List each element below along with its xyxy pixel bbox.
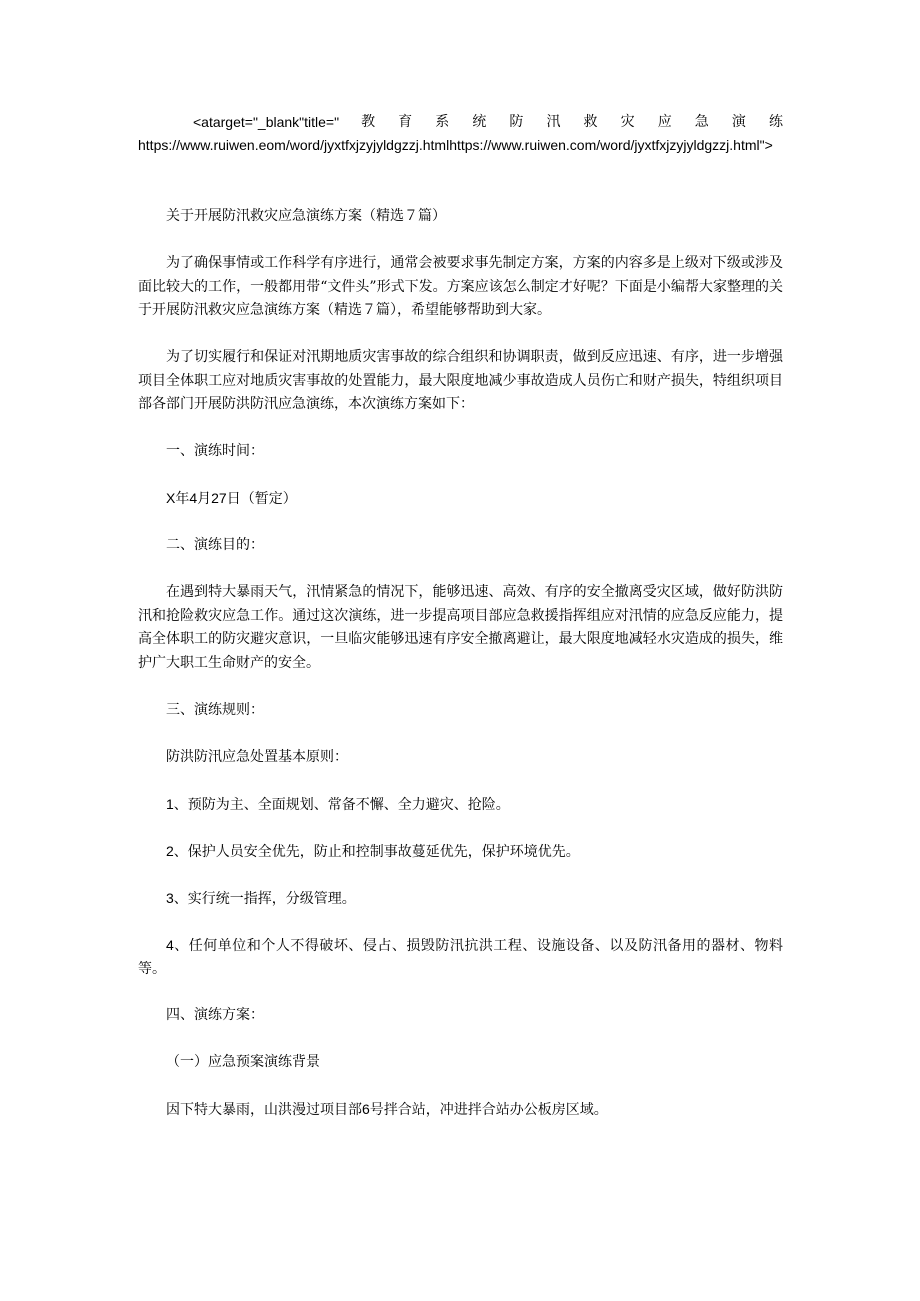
title-char: 系 (435, 114, 450, 130)
principle-item: 1、预防为主、全面规划、常备不懈、全力避灾、抢险。 (166, 795, 510, 812)
title-char: 急 (694, 114, 709, 130)
goal-paragraph: 在遇到特大暴雨天气，汛情紧急的情况下，能够迅速、高效、有序的安全撤离受灾区域，做好防洪防汛和抢险救灾应急工作。通过这次演练，进一步提高项目部应急救援指挥组应对汛情的应急反应能力，提高全体职工的防灾避灾意识，一旦临灾能够迅速有序安全撤离避让，最大限度地减轻水灾造成的损失，维护广大职工生命财产的安全。 (138, 584, 783, 671)
purpose-paragraph: 为了切实履行和保证对汛期地质灾害事故的综合组织和协调职责，做到反应迅速、有序，进一步增强项目全体职工应对地质灾害事故的处置能力，最大限度地减少事故造成人员伤亡和财产损失，特组织项目部各部门开展防洪防汛应急演练，本次演练方案如下： (138, 349, 783, 412)
title-char: 救 (583, 114, 598, 130)
html-link-fragment (138, 111, 783, 157)
intro-paragraph: 为了确保事情或工作科学有序进行，通常会被要求事先制定方案，方案的内容多是上级对下级或涉及面比较大的工作，一般都用带“文件头”形式下发。方案应该怎么制定才好呢？下面是小编帮大家整理的关于开展防汛救灾应急演练方案（精选７篇），希望能够帮助到大家。 (138, 255, 783, 318)
section-heading-rules: 三、演练规则： (166, 701, 264, 718)
subsection-heading-background: （一）应急预案演练背景 (166, 1054, 320, 1070)
title-char: 统 (472, 114, 487, 130)
principle-item: 4、任何单位和个人不得破坏、侵占、损毁防汛抗洪工程、设施设备、以及防汛备用的器材、物料等。 (138, 936, 783, 976)
document-body (138, 205, 783, 1145)
anchor-tag-text: <atarget="_blank"title=" (193, 114, 340, 130)
link-title (361, 111, 783, 134)
title-char: 灾 (620, 114, 635, 130)
title-char: 应 (657, 114, 672, 130)
title-char: 育 (398, 114, 413, 130)
section-heading-goal: 二、演练目的： (166, 537, 264, 553)
principle-item: 2、保护人员安全优先，防止和控制事故蔓延优先，保护环境优先。 (166, 842, 580, 859)
principle-item: 3、实行统一指挥，分级管理。 (166, 889, 356, 906)
title-char: 防 (509, 114, 524, 130)
link-urls: https://www.ruiwen.eom/word/jyxtfxjzyjyldgzzj.htmlhttps://www.ruiwen.com/word/jyxtfxjzyjyldgzzj.html"> (138, 137, 773, 153)
title-char: 演 (731, 114, 746, 130)
title-char: 汛 (546, 114, 561, 130)
title-char: 练 (768, 114, 783, 130)
principles-heading: 防洪防汛应急处置基本原则： (166, 748, 348, 765)
drill-date: X年4月27日（暂定） (166, 490, 297, 506)
title-char: 教 (361, 114, 376, 130)
document-title: 关于开展防汛救灾应急演练方案（精选７篇） (166, 208, 446, 224)
link-first-line (138, 111, 783, 134)
background-paragraph: 因下特大暴雨，山洪漫过项目部6号拌合站，冲进拌合站办公板房区域。 (166, 1101, 608, 1117)
section-heading-time: 一、演练时间： (166, 443, 264, 459)
section-heading-plan: 四、演练方案： (166, 1007, 264, 1023)
